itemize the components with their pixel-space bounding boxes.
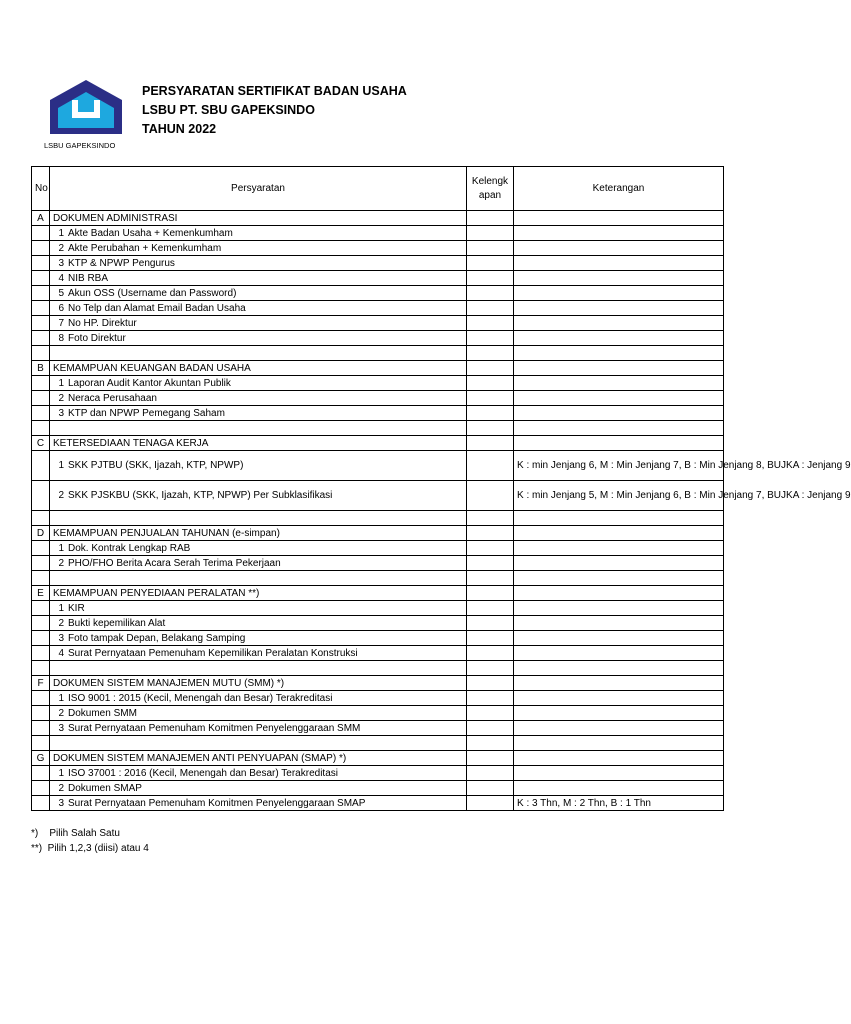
kelengkapan-checkbox-cell — [467, 766, 514, 781]
item-text: Bukti kepemilikan Alat — [68, 617, 166, 629]
no-cell — [32, 226, 50, 241]
requirement-row — [32, 331, 724, 346]
lsbu-gapeksindo-logo — [44, 78, 128, 152]
requirement-cell — [50, 226, 467, 241]
requirement-cell — [50, 616, 467, 631]
requirement-row — [32, 406, 724, 421]
title-line-3: TAHUN 2022 — [142, 122, 217, 136]
col-header-kelengkapan: Kelengk apan — [467, 167, 514, 211]
requirement-cell — [50, 646, 467, 661]
empty-cell — [50, 571, 467, 586]
empty-cell — [32, 661, 50, 676]
requirement-cell — [50, 286, 467, 301]
requirement-row — [32, 766, 724, 781]
section-title: KETERSEDIAAN TENAGA KERJA — [50, 436, 467, 451]
empty-cell — [514, 571, 724, 586]
kelengkapan-checkbox-cell — [467, 256, 514, 271]
requirement-row — [32, 271, 724, 286]
kelengkapan-cell — [467, 361, 514, 376]
item-text: Neraca Perusahaan — [68, 392, 157, 404]
keterangan-cell — [514, 391, 724, 406]
requirement-row — [32, 226, 724, 241]
item-text: No HP. Direktur — [68, 317, 137, 329]
item-number: 1 — [58, 542, 64, 554]
no-cell — [32, 646, 50, 661]
keterangan-cell: K : min Jenjang 5, M : Min Jenjang 6, B : Min Jenjang 7, BUJKA : Jenjang 9 — [514, 481, 724, 511]
spacer-row — [32, 571, 724, 586]
keterangan-cell — [514, 436, 724, 451]
item-number: 3 — [58, 407, 64, 419]
kelengkapan-checkbox-cell — [467, 376, 514, 391]
empty-cell — [514, 511, 724, 526]
item-text: SKK PJTBU (SKK, Ijazah, KTP, NPWP) — [68, 460, 244, 471]
kelengkapan-checkbox-cell — [467, 631, 514, 646]
kelengkapan-checkbox-cell — [467, 406, 514, 421]
item-text: KTP & NPWP Pengurus — [68, 257, 175, 269]
empty-cell — [32, 511, 50, 526]
requirement-cell — [50, 631, 467, 646]
no-cell — [32, 256, 50, 271]
item-text: Akte Badan Usaha + Kemenkumham — [68, 227, 233, 239]
kelengkapan-cell — [467, 676, 514, 691]
title-line-2: LSBU PT. SBU GAPEKSINDO — [142, 103, 315, 117]
keterangan-cell — [514, 706, 724, 721]
section-row — [32, 751, 724, 766]
item-text: Akun OSS (Username dan Password) — [68, 287, 237, 299]
logo-text: LSBU GAPEKSINDO — [44, 141, 116, 150]
spacer-row — [32, 421, 724, 436]
item-number: 3 — [58, 722, 64, 734]
section-letter: D — [32, 526, 50, 541]
footnote-1: *) Pilih Salah Satu — [31, 828, 120, 839]
item-number: 1 — [58, 602, 64, 614]
logo-mark — [44, 78, 128, 140]
kelengkapan-checkbox-cell — [467, 241, 514, 256]
keterangan-cell — [514, 316, 724, 331]
no-cell — [32, 376, 50, 391]
keterangan-cell — [514, 211, 724, 226]
no-cell — [32, 391, 50, 406]
item-number: 1 — [58, 377, 64, 389]
item-text: Foto tampak Depan, Belakang Samping — [68, 632, 246, 644]
no-cell — [32, 331, 50, 346]
no-cell — [32, 451, 50, 481]
kelengkapan-checkbox-cell — [467, 691, 514, 706]
requirement-cell — [50, 706, 467, 721]
requirement-cell — [50, 391, 467, 406]
document-title — [142, 82, 407, 139]
empty-cell — [467, 736, 514, 751]
item-text: ISO 9001 : 2015 (Kecil, Menengah dan Besar) Terakreditasi — [68, 692, 333, 704]
empty-cell — [467, 571, 514, 586]
kelengkapan-cell — [467, 526, 514, 541]
item-number: 6 — [58, 302, 64, 314]
item-number: 2 — [58, 707, 64, 719]
keterangan-cell — [514, 526, 724, 541]
requirement-cell — [50, 481, 467, 511]
kelengkapan-checkbox-cell — [467, 271, 514, 286]
section-row — [32, 586, 724, 601]
section-letter: A — [32, 211, 50, 226]
kelengkapan-cell — [467, 211, 514, 226]
keterangan-cell — [514, 766, 724, 781]
requirement-row — [32, 541, 724, 556]
item-number: 1 — [58, 460, 64, 471]
section-title: DOKUMEN ADMINISTRASI — [50, 211, 467, 226]
requirement-row — [32, 616, 724, 631]
keterangan-cell — [514, 376, 724, 391]
col-header-keterangan: Keterangan — [514, 167, 724, 211]
empty-cell — [50, 346, 467, 361]
section-letter: G — [32, 751, 50, 766]
empty-cell — [50, 736, 467, 751]
kelengkapan-checkbox-cell — [467, 316, 514, 331]
keterangan-cell — [514, 586, 724, 601]
requirement-row — [32, 796, 724, 811]
kelengkapan-checkbox-cell — [467, 541, 514, 556]
empty-cell — [32, 346, 50, 361]
requirement-cell — [50, 691, 467, 706]
requirements-table-body — [32, 167, 851, 811]
item-number: 3 — [58, 797, 64, 809]
kelengkapan-checkbox-cell — [467, 601, 514, 616]
kelengkapan-checkbox-cell — [467, 616, 514, 631]
item-number: 3 — [58, 257, 64, 269]
keterangan-cell — [514, 601, 724, 616]
kelengkapan-checkbox-cell — [467, 781, 514, 796]
requirement-cell — [50, 781, 467, 796]
requirement-row — [32, 706, 724, 721]
empty-cell — [514, 421, 724, 436]
section-letter: C — [32, 436, 50, 451]
kelengkapan-checkbox-cell — [467, 646, 514, 661]
no-cell — [32, 301, 50, 316]
spacer-row — [32, 661, 724, 676]
keterangan-cell — [514, 691, 724, 706]
item-number: 2 — [58, 782, 64, 794]
section-row — [32, 526, 724, 541]
section-row — [32, 436, 724, 451]
no-cell — [32, 406, 50, 421]
section-row — [32, 676, 724, 691]
keterangan-cell — [514, 331, 724, 346]
item-text: SKK PJSKBU (SKK, Ijazah, KTP, NPWP) Per Subklasifikasi — [68, 490, 333, 501]
requirement-cell — [50, 271, 467, 286]
requirement-row — [32, 691, 724, 706]
no-cell — [32, 316, 50, 331]
item-number: 1 — [58, 692, 64, 704]
keterangan-cell: K : 3 Thn, M : 2 Thn, B : 1 Thn — [514, 796, 724, 811]
no-cell — [32, 556, 50, 571]
no-cell — [32, 241, 50, 256]
empty-cell — [50, 661, 467, 676]
requirement-row — [32, 556, 724, 571]
item-text: Surat Pernyataan Pemenuham Komitmen Penyelenggaraan SMM — [68, 722, 361, 734]
item-number: 4 — [58, 647, 64, 659]
requirement-row — [32, 781, 724, 796]
item-number: 2 — [58, 557, 64, 569]
keterangan-cell — [514, 721, 724, 736]
no-cell — [32, 796, 50, 811]
keterangan-cell — [514, 646, 724, 661]
item-text: ISO 37001 : 2016 (Kecil, Menengah dan Besar) Terakreditasi — [68, 767, 338, 779]
section-title: KEMAMPUAN PENJUALAN TAHUNAN (e-simpan) — [50, 526, 467, 541]
requirement-row — [32, 391, 724, 406]
requirement-row — [32, 301, 724, 316]
requirement-cell — [50, 451, 467, 481]
keterangan-cell: K : min Jenjang 6, M : Min Jenjang 7, B : Min Jenjang 8, BUJKA : Jenjang 9 — [514, 451, 724, 481]
empty-cell — [32, 571, 50, 586]
item-text: Dokumen SMM — [68, 707, 137, 719]
keterangan-cell — [514, 361, 724, 376]
requirements-table — [31, 166, 851, 811]
section-row — [32, 211, 724, 226]
kelengkapan-checkbox-cell — [467, 331, 514, 346]
requirement-row — [32, 376, 724, 391]
keterangan-cell — [514, 406, 724, 421]
item-number: 2 — [58, 242, 64, 254]
requirement-cell — [50, 766, 467, 781]
keterangan-cell — [514, 676, 724, 691]
no-cell — [32, 691, 50, 706]
requirement-row — [32, 631, 724, 646]
kelengkapan-checkbox-cell — [467, 706, 514, 721]
requirement-row — [32, 316, 724, 331]
empty-cell — [467, 421, 514, 436]
keterangan-cell — [514, 541, 724, 556]
requirement-row — [32, 601, 724, 616]
item-number: 7 — [58, 317, 64, 329]
section-title: DOKUMEN SISTEM MANAJEMEN MUTU (SMM) *) — [50, 676, 467, 691]
requirement-cell — [50, 331, 467, 346]
item-text: Surat Pernyataan Pemenuham Kepemilikan Peralatan Konstruksi — [68, 647, 358, 659]
keterangan-cell — [514, 631, 724, 646]
requirement-row — [32, 481, 724, 511]
no-cell — [32, 706, 50, 721]
item-number: 2 — [58, 617, 64, 629]
empty-cell — [467, 661, 514, 676]
kelengkapan-cell — [467, 751, 514, 766]
keterangan-cell — [514, 781, 724, 796]
kelengkapan-checkbox-cell — [467, 451, 514, 481]
kelengkapan-checkbox-cell — [467, 556, 514, 571]
requirement-cell — [50, 721, 467, 736]
requirement-cell — [50, 796, 467, 811]
empty-cell — [514, 661, 724, 676]
item-text: Laporan Audit Kantor Akuntan Publik — [68, 377, 231, 389]
footnotes — [31, 826, 149, 856]
item-number: 2 — [58, 490, 64, 501]
section-title: KEMAMPUAN PENYEDIAAN PERALATAN **) — [50, 586, 467, 601]
section-letter: E — [32, 586, 50, 601]
table-header-row — [32, 167, 724, 211]
empty-cell — [50, 511, 467, 526]
no-cell — [32, 271, 50, 286]
empty-cell — [32, 421, 50, 436]
requirement-cell — [50, 376, 467, 391]
item-text: Foto Direktur — [68, 332, 126, 344]
no-cell — [32, 781, 50, 796]
requirement-row — [32, 256, 724, 271]
item-number: 3 — [58, 632, 64, 644]
item-number: 8 — [58, 332, 64, 344]
item-text: KTP dan NPWP Pemegang Saham — [68, 407, 225, 419]
col-header-no: No — [32, 167, 50, 211]
section-title: KEMAMPUAN KEUANGAN BADAN USAHA — [50, 361, 467, 376]
keterangan-cell — [514, 616, 724, 631]
item-number: 5 — [58, 287, 64, 299]
no-cell — [32, 601, 50, 616]
title-line-1: PERSYARATAN SERTIFIKAT BADAN USAHA — [142, 84, 407, 98]
item-text: Surat Pernyataan Pemenuham Komitmen Penyelenggaraan SMAP — [68, 797, 366, 809]
kelengkapan-checkbox-cell — [467, 481, 514, 511]
requirement-cell — [50, 541, 467, 556]
requirement-row — [32, 721, 724, 736]
section-title: DOKUMEN SISTEM MANAJEMEN ANTI PENYUAPAN (SMAP) *) — [50, 751, 467, 766]
spacer-row — [32, 346, 724, 361]
requirement-cell — [50, 601, 467, 616]
empty-cell — [514, 736, 724, 751]
keterangan-cell — [514, 751, 724, 766]
empty-cell — [467, 346, 514, 361]
requirement-cell — [50, 241, 467, 256]
section-row — [32, 361, 724, 376]
item-text: PHO/FHO Berita Acara Serah Terima Pekerjaan — [68, 557, 281, 569]
kelengkapan-checkbox-cell — [467, 286, 514, 301]
kelengkapan-checkbox-cell — [467, 226, 514, 241]
kelengkapan-checkbox-cell — [467, 391, 514, 406]
no-cell — [32, 721, 50, 736]
item-text: No Telp dan Alamat Email Badan Usaha — [68, 302, 246, 314]
keterangan-cell — [514, 226, 724, 241]
requirement-row — [32, 451, 724, 481]
no-cell — [32, 286, 50, 301]
section-letter: B — [32, 361, 50, 376]
no-cell — [32, 481, 50, 511]
requirement-cell — [50, 301, 467, 316]
spacer-row — [32, 736, 724, 751]
item-text: Dok. Kontrak Lengkap RAB — [68, 542, 191, 554]
item-text: Dokumen SMAP — [68, 782, 142, 794]
keterangan-cell — [514, 241, 724, 256]
requirement-row — [32, 646, 724, 661]
no-cell — [32, 631, 50, 646]
item-text: KIR — [68, 602, 85, 614]
empty-cell — [467, 511, 514, 526]
requirement-row — [32, 241, 724, 256]
kelengkapan-cell — [467, 436, 514, 451]
no-cell — [32, 766, 50, 781]
requirement-cell — [50, 256, 467, 271]
keterangan-cell — [514, 556, 724, 571]
item-number: 1 — [58, 227, 64, 239]
empty-cell — [50, 421, 467, 436]
item-number: 4 — [58, 272, 64, 284]
keterangan-cell — [514, 256, 724, 271]
kelengkapan-cell — [467, 586, 514, 601]
kelengkapan-checkbox-cell — [467, 796, 514, 811]
spacer-row — [32, 511, 724, 526]
section-letter: F — [32, 676, 50, 691]
keterangan-cell — [514, 301, 724, 316]
requirement-row — [32, 286, 724, 301]
item-number: 2 — [58, 392, 64, 404]
item-text: Akte Perubahan + Kemenkumham — [68, 242, 222, 254]
requirement-cell — [50, 406, 467, 421]
requirement-cell — [50, 316, 467, 331]
empty-cell — [514, 346, 724, 361]
empty-cell — [32, 736, 50, 751]
requirement-cell — [50, 556, 467, 571]
keterangan-cell — [514, 286, 724, 301]
no-cell — [32, 541, 50, 556]
no-cell — [32, 616, 50, 631]
kelengkapan-checkbox-cell — [467, 301, 514, 316]
item-number: 1 — [58, 767, 64, 779]
col-header-persyaratan: Persyaratan — [50, 167, 467, 211]
footnote-2: **) Pilih 1,2,3 (diisi) atau 4 — [31, 843, 149, 854]
item-text: NIB RBA — [68, 272, 109, 284]
kelengkapan-checkbox-cell — [467, 721, 514, 736]
keterangan-cell — [514, 271, 724, 286]
